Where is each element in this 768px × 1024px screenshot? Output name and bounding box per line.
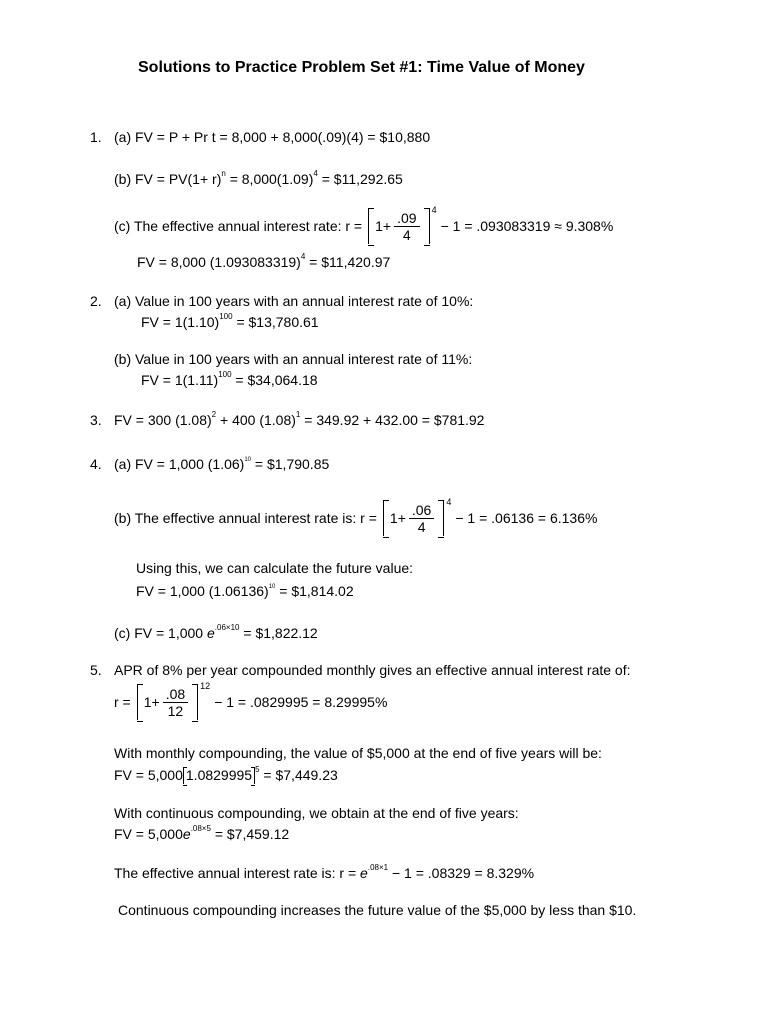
problem-5-continuous: With continuous compounding, we obtain at the end of five years: — [114, 805, 519, 821]
problem-3-exp1: 2 — [211, 410, 217, 420]
problem-4b — [114, 497, 598, 536]
problem-1c — [114, 205, 614, 244]
problem-4a-exp: 10 — [244, 457, 252, 464]
problem-5-effective-exp: .08×1 — [367, 863, 389, 873]
problem-5-monthly-fv-post: = $7,449.23 — [259, 767, 338, 783]
problem-4c-e: e — [206, 625, 215, 641]
problem-1c-fv-pre: FV = 8,000 (1.093083319) — [137, 254, 301, 270]
problem-5-continuous-fv-exp: .08×5 — [190, 824, 211, 834]
bracket-one: 1+ — [143, 694, 160, 710]
problem-5-monthly-fv-exp: 5 — [255, 765, 260, 775]
problem-5-effective-pre: The effective annual interest rate is: r = — [114, 865, 361, 881]
bracket-exponent: 12 — [200, 681, 211, 691]
problem-1c-post: − 1 = .093083319 ≈ 9.308% — [440, 218, 614, 234]
bracket-expression — [383, 500, 444, 536]
problem-5-monthly-fv-pre: FV = 5,000 — [114, 767, 183, 783]
bracket-one: 1+ — [375, 218, 392, 234]
problem-5-conclusion: Continuous compounding increases the future value of the $5,000 by less than $10. — [118, 902, 637, 918]
problem-5-intro: APR of 8% per year compounded monthly gives an effective annual interest rate of: — [114, 662, 631, 678]
problem-1c-fv-post: = $11,420.97 — [305, 254, 391, 270]
problem-1c-fv — [137, 253, 390, 271]
problem-4a-post: = $1,790.85 — [251, 456, 330, 472]
problem-1b-post: = $11,292.65 — [317, 171, 403, 187]
problem-1b — [114, 170, 403, 188]
fraction — [409, 502, 434, 535]
problem-2b-fv — [141, 371, 318, 389]
problem-4b-fv-pre: FV = 1,000 (1.06136) — [136, 583, 269, 599]
problem-5-effective-e: e — [360, 865, 368, 881]
problem-4-number: 4. — [90, 456, 102, 472]
problem-2-number: 2. — [90, 293, 102, 309]
fraction-denominator: 4 — [417, 518, 426, 535]
problem-1b-exp: n — [221, 169, 226, 179]
fraction-denominator: 4 — [402, 226, 411, 243]
problem-2a: (a) Value in 100 years with an annual interest rate of 10%: — [114, 293, 474, 309]
problem-5-r — [114, 681, 388, 720]
problem-4b-fv-post: = $1,814.02 — [275, 583, 354, 599]
problem-5-continuous-fv-post: = $7,459.12 — [210, 826, 290, 842]
problem-1c-fv-exp: 4 — [300, 252, 306, 262]
problem-4c-exp: .06×10 — [214, 623, 240, 633]
bracket-expression — [368, 208, 429, 244]
problem-2a-fv — [141, 313, 319, 331]
problem-2b-fv-post: = $34,064.18 — [231, 372, 318, 388]
problem-5-effective-post: − 1 = .08329 = 8.329% — [388, 865, 535, 881]
problem-3-mid: + 400 (1.08) — [216, 412, 296, 428]
problem-5-number: 5. — [90, 662, 102, 678]
problem-4c-post: = $1,822.12 — [239, 625, 318, 641]
bracket-expression — [137, 684, 198, 720]
problem-5-continuous-fv-pre: FV = 5,000 — [114, 826, 183, 842]
problem-1b-exp2: 4 — [313, 169, 318, 179]
problem-1b-pre: (b) FV = PV(1+ r) — [114, 171, 222, 187]
problem-5-r-post: − 1 = .0829995 = 8.29995% — [214, 694, 388, 710]
problem-4c-pre: (c) FV = 1,000 — [114, 625, 207, 641]
problem-2a-fv-pre: FV = 1(1.10) — [141, 314, 220, 330]
bracket-exponent: 4 — [431, 205, 437, 215]
problem-5-monthly: With monthly compounding, the value of $5,000 at the end of five years will be: — [114, 745, 602, 761]
problem-4b-post: − 1 = .06136 = 6.136% — [455, 510, 598, 526]
fraction-numerator: .08 — [163, 686, 188, 703]
problem-5-effective — [114, 864, 534, 882]
bracket-one: 1+ — [389, 510, 406, 526]
bracket-exponent: 4 — [446, 497, 452, 507]
problem-4b-fv — [136, 582, 354, 600]
problem-3-pre: FV = 300 (1.08) — [114, 412, 212, 428]
square-bracket — [183, 767, 255, 784]
problem-4a-pre: (a) FV = 1,000 (1.06) — [114, 456, 245, 472]
problem-1b-mid: = 8,000(1.09) — [225, 171, 314, 187]
problem-5-continuous-fv — [114, 825, 289, 843]
problem-5-continuous-fv-e: e — [182, 826, 191, 842]
problem-2b: (b) Value in 100 years with an annual interest rate of 11%: — [114, 351, 473, 367]
fraction-denominator: 12 — [167, 702, 184, 719]
problem-1-number: 1. — [90, 129, 102, 145]
problem-4b-fv-exp: 10 — [268, 584, 276, 591]
problem-3-exp2: 1 — [295, 410, 301, 420]
problem-5-monthly-fv-inner: 1.0829995 — [185, 767, 253, 783]
problem-2a-fv-post: = $13,780.61 — [232, 314, 319, 330]
problem-5-monthly-fv — [114, 766, 338, 784]
problem-4a — [114, 455, 329, 473]
problem-2a-fv-exp: 100 — [219, 312, 233, 322]
fraction — [163, 686, 188, 719]
fraction-numerator: .09 — [394, 210, 419, 227]
problem-4b-pre: (b) The effective annual interest rate is: r = — [114, 510, 377, 526]
problem-4b-using: Using this, we can calculate the future value: — [136, 560, 414, 576]
problem-4c — [114, 624, 318, 642]
problem-1a: (a) FV = P + Pr t = 8,000 + 8,000(.09)(4) = $10,880 — [114, 129, 431, 145]
problem-3 — [114, 411, 484, 429]
problem-5-r-pre: r = — [114, 694, 131, 710]
problem-1c-pre: (c) The effective annual interest rate: r = — [114, 218, 363, 234]
problem-2b-fv-pre: FV = 1(1.11) — [141, 372, 219, 388]
fraction — [394, 210, 419, 243]
problem-3-number: 3. — [90, 412, 102, 428]
problem-3-post: = 349.92 + 432.00 = $781.92 — [300, 412, 485, 428]
page-title: Solutions to Practice Problem Set #1: Time Value of Money — [138, 59, 585, 76]
problem-2b-fv-exp: 100 — [218, 370, 232, 380]
fraction-numerator: .06 — [409, 502, 434, 519]
